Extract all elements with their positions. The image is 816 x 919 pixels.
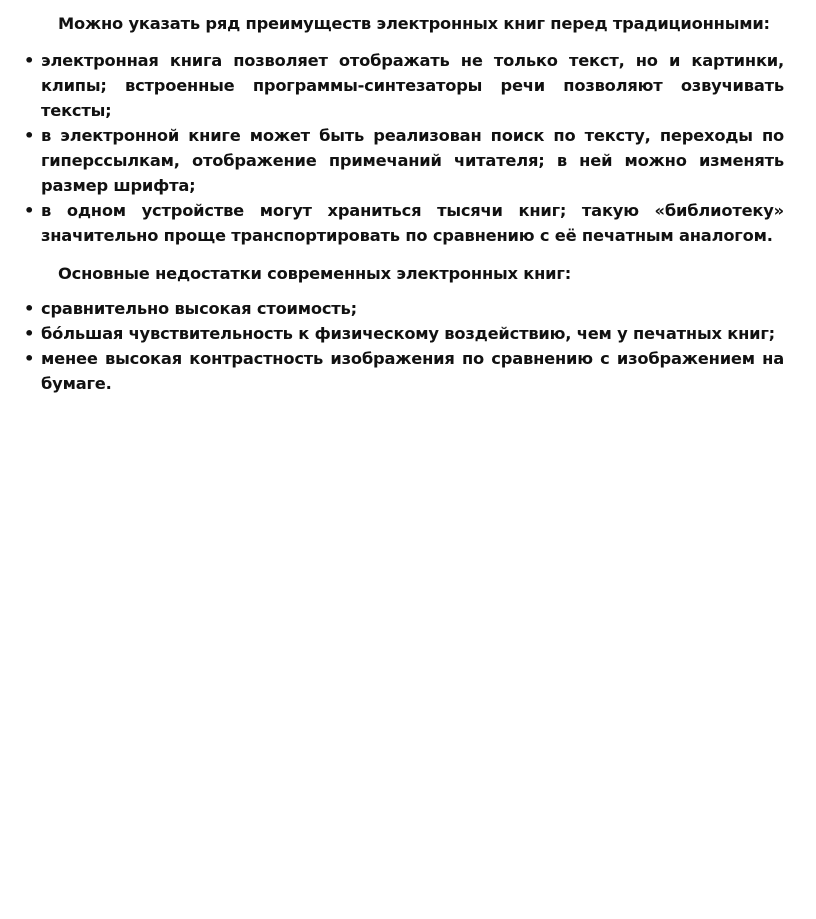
advantage-text: в электронной книге может быть реализован поиск по тексту, переходы по гиперссылкам, отображение примечаний читателя; в ней можно изменять размер шрифта;	[41, 126, 784, 195]
disadvantage-text: менее высокая контрастность изображения по сравнению с изображением на бумаге.	[41, 349, 784, 393]
disadvantage-text: сравнительно высокая стоимость;	[41, 299, 357, 318]
advantage-text: в одном устройстве могут храниться тысячи книг; такую «библиотеку» значительно проще транспортировать по сравнению с её печатным аналогом.	[41, 201, 784, 245]
advantage-text: электронная книга позволяет отображать не только текст, но и картинки, клипы; встроенные программы-синтезаторы речи позволяют озвучивать тексты;	[41, 51, 784, 120]
bullet-icon: •	[24, 126, 35, 145]
intro-paragraph: Можно указать ряд преимуществ электронных книг перед традиционными:	[58, 14, 770, 33]
disadvantages-heading: Основные недостатки современных электронных книг:	[58, 264, 572, 283]
bullet-icon: •	[24, 349, 35, 368]
disadvantage-item	[24, 296, 784, 321]
bullet-icon: •	[24, 299, 35, 318]
bullet-icon: •	[24, 201, 35, 220]
advantage-item	[24, 48, 784, 123]
disadvantage-item	[24, 321, 784, 346]
disadvantage-text: бóльшая чувствительность к физическому воздействию, чем у печатных книг;	[41, 324, 775, 343]
disadvantage-item	[24, 346, 784, 396]
bullet-icon: •	[24, 324, 35, 343]
advantage-item	[24, 123, 784, 198]
disadvantages-list	[24, 296, 784, 396]
advantages-list	[24, 48, 784, 248]
document-page	[24, 11, 784, 396]
bullet-icon: •	[24, 51, 35, 70]
advantage-item	[24, 198, 784, 248]
